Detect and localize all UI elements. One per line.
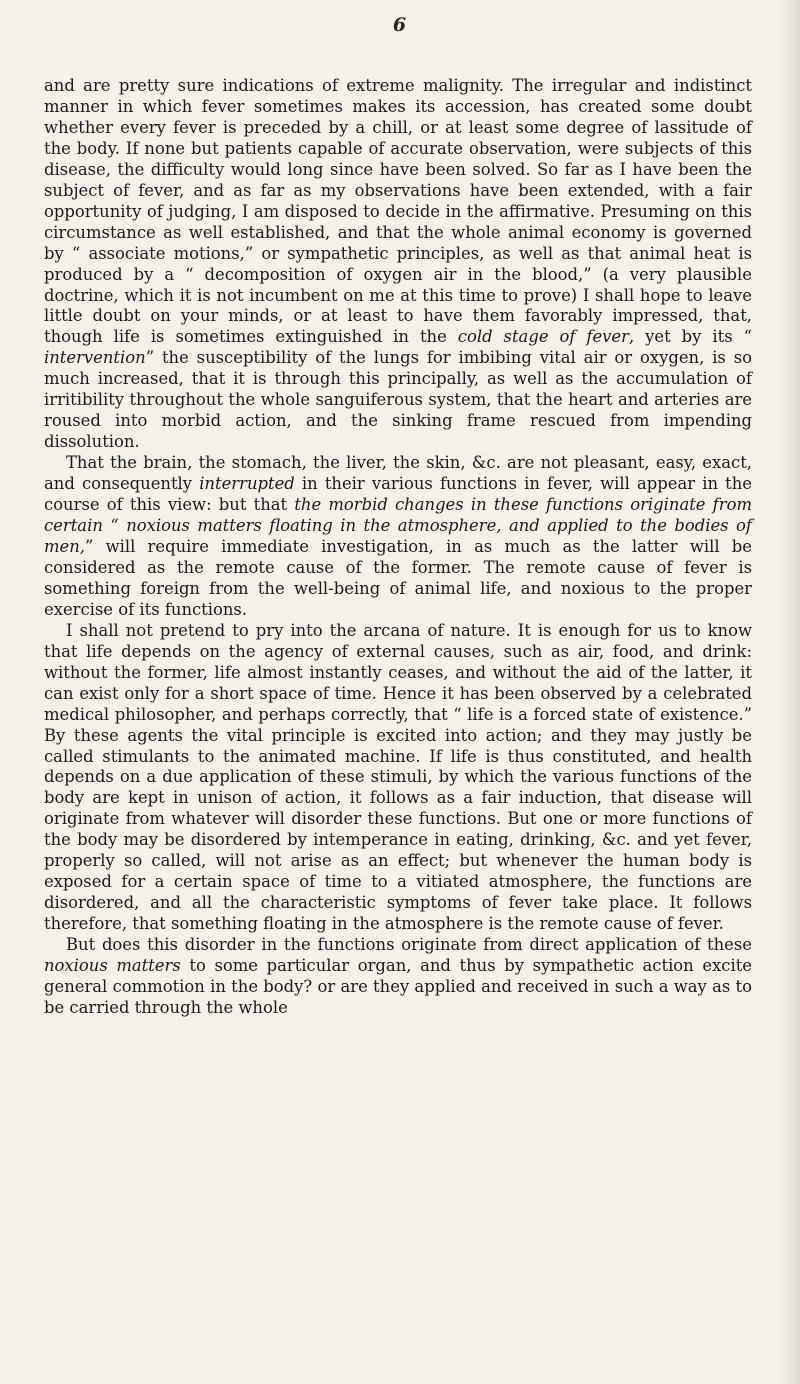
paragraph [44, 76, 752, 453]
text-run: I shall not pretend to pry into the arcana of nature. It is enough for us to know that life depends on the agency of external causes, such as air, food, and drink: without the former, life almost instantly ceases, and without the aid of the latter, it can exist only for a short space of time. Hence it has been observed by a celebrated medical philosopher, and perhaps correctly, that “ life is a forced state of existence.” By these agents the vital principle is excited into action; and they may justly be called stimulants to the animated machine. If life is thus constituted, and health depends on a due application of these stimuli, by which the various functions of the body are kept in unison of action, it follows as a fair induction, that disease will originate from whatever will disorder these functions. But one or more functions of the body may be disordered by intemperance in eating, drinking, &c. and yet fever, properly so called, will not arise as an effect; but whenever the human body is exposed for a certain space of time to a vitiated atmosphere, the functions are disordered, and all the characteristic symptoms of fever take place. It follows therefore, that something floating in the atmosphere is the remote cause of fever. [44, 620, 752, 934]
italic-text-run: the morbid changes in these functions originate from certain “ noxious matters floating in the atmosphere, and applied to the bodies of men, [44, 495, 752, 556]
text-run: in their various functions in fever, will appear in the course of this view: but that [44, 474, 752, 515]
italic-text-run: intervention [44, 348, 146, 368]
paragraph [44, 621, 752, 935]
italic-text-run: noxious matters [44, 956, 181, 976]
text-run: That the brain, the stomach, the liver, the skin, &c. are not pleasant, easy, exact, and consequently [44, 453, 752, 494]
text-run: ” will require immediate investigation, in as much as the latter will be considered as the remote cause of the former. The remote cause of fever is something foreign from the well-being of animal life, and noxious to the proper exercise of its functions. [44, 536, 752, 619]
italic-text-run: interrupted [199, 474, 295, 494]
text-run: to some particular organ, and thus by sympathetic action excite general commotion in the body? or are they applied and received in such a way as to be carried through the whole [44, 956, 752, 1017]
page-number: 6 [392, 14, 408, 36]
paragraph [44, 453, 752, 621]
text-run: But does this disorder in the functions originate from direct application of these [66, 935, 752, 955]
text-run: ” the susceptibility of the lungs for imbibing vital air or oxygen, is so much increased, that it is through this principally, as well as the accumulation of irritibility throughout the whole sanguiferous system, that the heart and arteries are roused into morbid action, and the sinking frame rescued from impending dissolution. [44, 348, 752, 452]
text-run: , yet by its “ [628, 327, 753, 347]
paragraph [44, 935, 752, 1019]
text-run: and are pretty sure indications of extreme malignity. The irregular and indistinct manner in which fever sometimes makes its accession, has created some doubt whether every fever is preceded by a chill, or at least some degree of lassitude of the body. If none but patients capable of accurate observation, were subjects of this disease, the difficulty would long since have been solved. So far as I have been the subject of fever, and as far as my observations have been extended, with a fair opportunity of judging, I am disposed to decide in the affirmative. Presuming on this circumstance as well established, and that the whole animal economy is governed by “ associate motions,” or sympathetic principles, as well as that animal heat is produced by a “ decomposition of oxygen air in the blood,” (a very plausible doctrine, which it is not incumbent on me at this time to prove) I shall hope to leave little doubt on your minds, or at least to have them favorably impressed, that, though life is sometimes extinguished in the [44, 76, 752, 347]
italic-text-run: cold stage of fever [457, 327, 629, 347]
body-text [44, 76, 752, 1019]
